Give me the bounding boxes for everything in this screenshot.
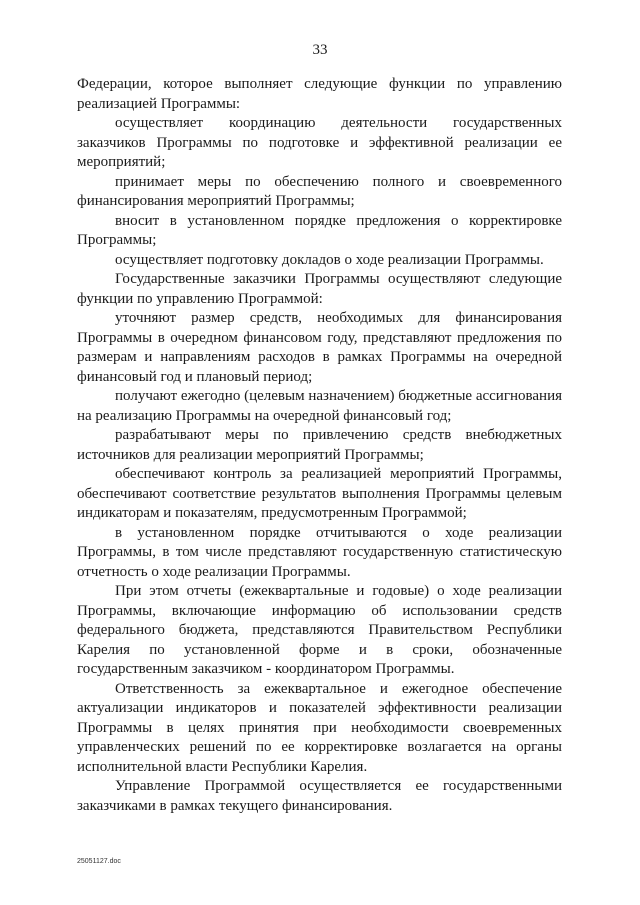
paragraph: Федерации, которое выполняет следующие функции по управлению реализацией Программы:	[77, 76, 562, 112]
paragraph: обеспечивают контроль за реализацией мероприятий Программы, обеспечивают соответствие результатов выполнения Программы целевым индикаторам и показателям, предусмотренным Программой;	[77, 466, 562, 521]
paragraph: получают ежегодно (целевым назначением) бюджетные ассигнования на реализацию Программы на очередной финансовый год;	[77, 388, 562, 424]
paragraph: При этом отчеты (ежеквартальные и годовые) о ходе реализации Программы, включающие информацию об использовании средств федерального бюджета, представляются Правительством Республики Карелия по установленной форме и в сроки, обозначенные государственным заказчиком - координатором Программы.	[77, 583, 562, 677]
paragraph: вносит в установленном порядке предложения о корректировке Программы;	[77, 212, 562, 248]
paragraph: Государственные заказчики Программы осуществляют следующие функции по управлению Программой:	[77, 271, 562, 307]
paragraph: Ответственность за ежеквартальное и ежегодное обеспечение актуализации индикаторов и показателей эффективности реализации Программы в целях принятия при необходимости своевременных управленческих решений по ее корректировке возлагается на органы исполнительной власти Республики Карелия.	[77, 680, 562, 775]
paragraph: осуществляет координацию деятельности государственных заказчиков Программы по подготовке и эффективной реализации ее мероприятий;	[77, 115, 562, 170]
paragraph: осуществляет подготовку докладов о ходе реализации Программы.	[115, 251, 544, 268]
file-name-footer: 25051127.doc	[77, 858, 121, 865]
document-body	[77, 75, 562, 816]
paragraph: Управление Программой осуществляется ее государственными заказчиками в рамках текущего финансирования.	[77, 778, 562, 814]
paragraph: в установленном порядке отчитываются о ходе реализации Программы, в том числе представляют государственную статистическую отчетность о ходе реализации Программы.	[77, 524, 562, 580]
paragraph: принимает меры по обеспечению полного и своевременного финансирования мероприятий Программы;	[77, 173, 562, 209]
paragraph: разрабатывают меры по привлечению средств внебюджетных источников для реализации мероприятий Программы;	[77, 427, 562, 463]
page-number: 33	[312, 42, 328, 58]
paragraph: уточняют размер средств, необходимых для финансирования Программы в очередном финансовом году, представляют предложения по размерам и направлениям расходов в рамках Программы на очередной финансовый год и плановый период;	[77, 310, 562, 385]
